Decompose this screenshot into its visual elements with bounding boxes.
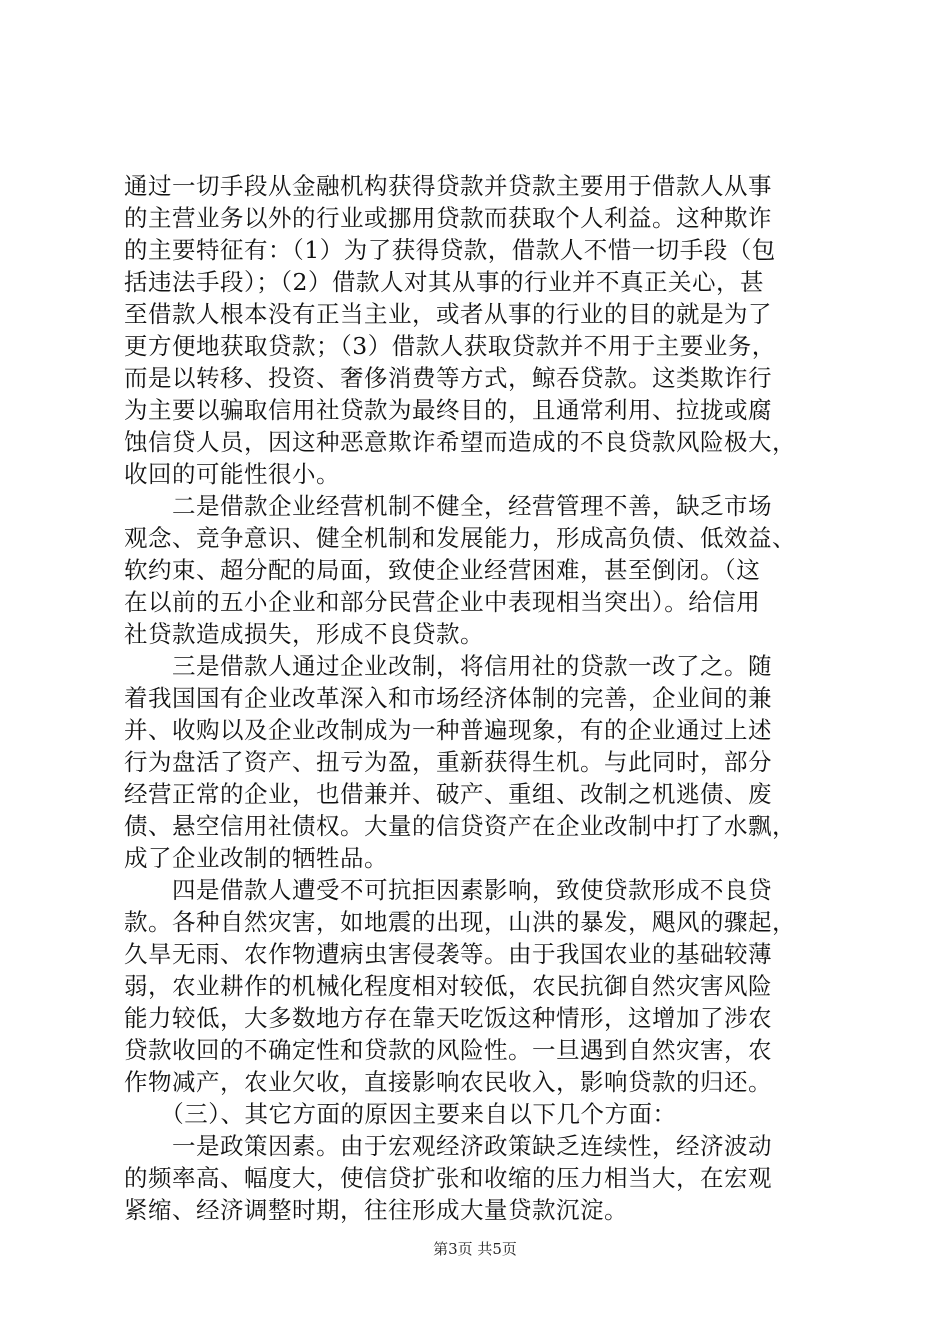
- text-line: 而是以转移、投资、奢侈消费等方式，鲸吞贷款。这类欺诈行: [124, 364, 772, 392]
- text-line: 行为盘活了资产、扭亏为盈，重新获得生机。与此同时，部分: [124, 748, 772, 776]
- text-line: 二是借款企业经营机制不健全，经营管理不善，缺乏市场: [124, 492, 772, 520]
- document-body: [124, 170, 834, 1226]
- text-line: 蚀信贷人员，因这种恶意欺诈希望而造成的不良贷款风险极大，: [124, 428, 796, 456]
- text-line: 成了企业改制的牺牲品。: [124, 844, 388, 872]
- text-line: 经营正常的企业，也借兼并、破产、重组、改制之机逃债、废: [124, 780, 772, 808]
- text-line: 观念、竞争意识、健全机制和发展能力，形成高负债、低效益、: [124, 524, 796, 552]
- text-line: 并、收购以及企业改制成为一种普遍现象，有的企业通过上述: [124, 716, 772, 744]
- text-line: 软约束、超分配的局面，致使企业经营困难，甚至倒闭。（这: [124, 556, 761, 584]
- text-line: 通过一切手段从金融机构获得贷款并贷款主要用于借款人从事: [124, 172, 772, 200]
- text-line: 至借款人根本没有正当主业，或者从事的行业的目的就是为了: [124, 300, 772, 328]
- text-line: 弱，农业耕作的机械化程度相对较低，农民抗御自然灾害风险: [124, 972, 772, 1000]
- text-line: 一是政策因素。由于宏观经济政策缺乏连续性，经济波动: [124, 1132, 772, 1160]
- text-line: 四是借款人遭受不可抗拒因素影响，致使贷款形成不良贷: [124, 876, 772, 904]
- text-line: 能力较低，大多数地方存在靠天吃饭这种情形，这增加了涉农: [124, 1004, 772, 1032]
- text-line: 收回的可能性很小。: [124, 460, 340, 488]
- text-line: 的主营业务以外的行业或挪用贷款而获取个人利益。这种欺诈: [124, 204, 772, 232]
- text-line: 债、悬空信用社债权。大量的信贷资产在企业改制中打了水飘，: [124, 812, 796, 840]
- text-line: 紧缩、经济调整时期，往往形成大量贷款沉淀。: [124, 1196, 628, 1224]
- text-line: （三）、其它方面的原因主要来自以下几个方面：: [124, 1100, 677, 1128]
- text-line: 社贷款造成损失，形成不良贷款。: [124, 620, 484, 648]
- text-line: 作物减产，农业欠收，直接影响农民收入，影响贷款的归还。: [124, 1068, 772, 1096]
- page-footer: 第3页 共5页: [433, 1240, 517, 1258]
- text-line: 着我国国有企业改革深入和市场经济体制的完善，企业间的兼: [124, 684, 772, 712]
- text-line: 久旱无雨、农作物遭病虫害侵袭等。由于我国农业的基础较薄: [124, 940, 772, 968]
- text-line: 括违法手段）；（2）借款人对其从事的行业并不真正关心，甚: [124, 268, 764, 296]
- text-line: 贷款收回的不确定性和贷款的风险性。一旦遇到自然灾害，农: [124, 1036, 772, 1064]
- text-line: 的频率高、幅度大，使信贷扩张和收缩的压力相当大，在宏观: [124, 1164, 772, 1192]
- text-line: 在以前的五小企业和部分民营企业中表现相当突出）。给信用: [124, 588, 761, 616]
- text-line: 款。各种自然灾害，如地震的出现，山洪的暴发，飓风的骤起，: [124, 908, 796, 936]
- text-line: 更方便地获取贷款；（3）借款人获取贷款并不用于主要业务，: [124, 332, 776, 360]
- text-line: 三是借款人通过企业改制，将信用社的贷款一改了之。随: [124, 652, 772, 680]
- text-line: 为主要以骗取信用社贷款为最终目的，且通常利用、拉拢或腐: [124, 396, 772, 424]
- text-line: 的主要特征有：（1）为了获得贷款，借款人不惜一切手段（包: [124, 236, 776, 264]
